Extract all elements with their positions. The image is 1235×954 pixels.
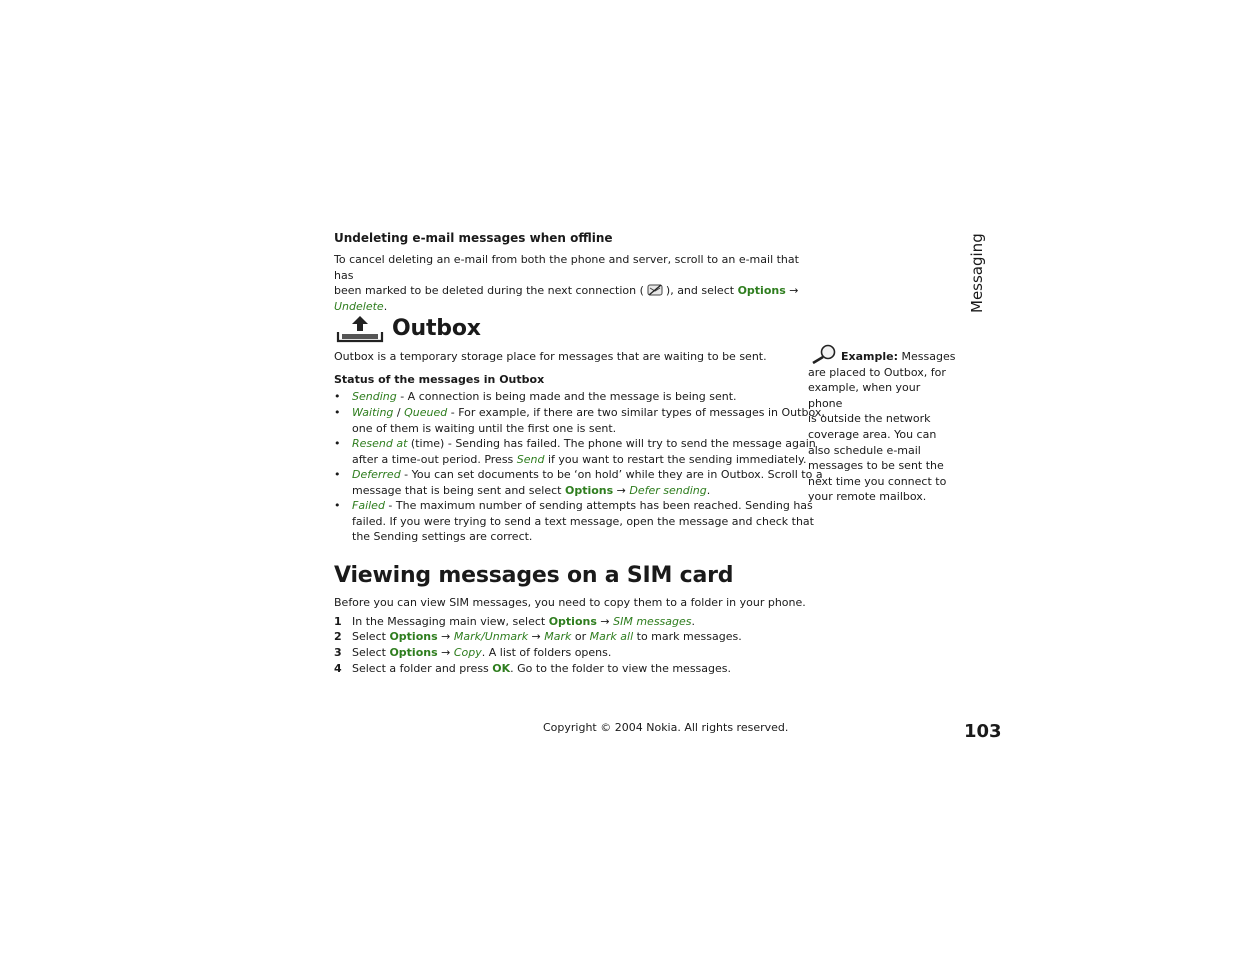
term-deferred: Deferred (352, 468, 401, 481)
undelete-paragraph (334, 252, 804, 314)
term-queued: Queued (404, 406, 448, 419)
undelete-line-2: been marked to be deleted during the next connection ( ), and select Options → (334, 284, 799, 298)
sim-title: Viewing messages on a SIM card (334, 563, 734, 588)
status-heading: Status of the messages in Outbox (334, 373, 545, 386)
term-failed: Failed (352, 499, 385, 512)
section-tab-label: Messaging (968, 233, 986, 313)
term-defer-sending: Defer sending (629, 483, 707, 497)
outbox-icon (336, 314, 384, 344)
page-number: 103 (964, 721, 1002, 742)
example-label: Example: (841, 350, 898, 363)
outbox-intro: Outbox is a temporary storage place for messages that are waiting to be sent. (334, 350, 767, 363)
term-resend: Resend at (352, 437, 408, 450)
undelete-line-1: To cancel deleting an e-mail from both the phone and server, scroll to an e-mail that has (334, 253, 799, 282)
delete-mark-icon (646, 283, 664, 297)
term-waiting: Waiting (352, 406, 394, 419)
term-sending: Sending (352, 390, 397, 403)
example-note: Example: Messages are placed to Outbox, for example, when your phone is outside the network coverage area. You can also schedule e-mail messages to be sent the next time you connect to your remote mailbox. (808, 350, 956, 504)
copyright: Copyright © 2004 Nokia. All rights reserved. (543, 721, 789, 734)
undelete-heading: Undeleting e-mail messages when offline (334, 231, 613, 245)
term-send: Send (516, 452, 545, 466)
undelete-options: Options (737, 284, 786, 298)
section-tab (968, 233, 986, 313)
undelete-line-3: Undelete. (334, 299, 388, 313)
sim-intro: Before you can view SIM messages, you need to copy them to a folder in your phone. (334, 596, 806, 609)
outbox-title: Outbox (392, 316, 481, 341)
